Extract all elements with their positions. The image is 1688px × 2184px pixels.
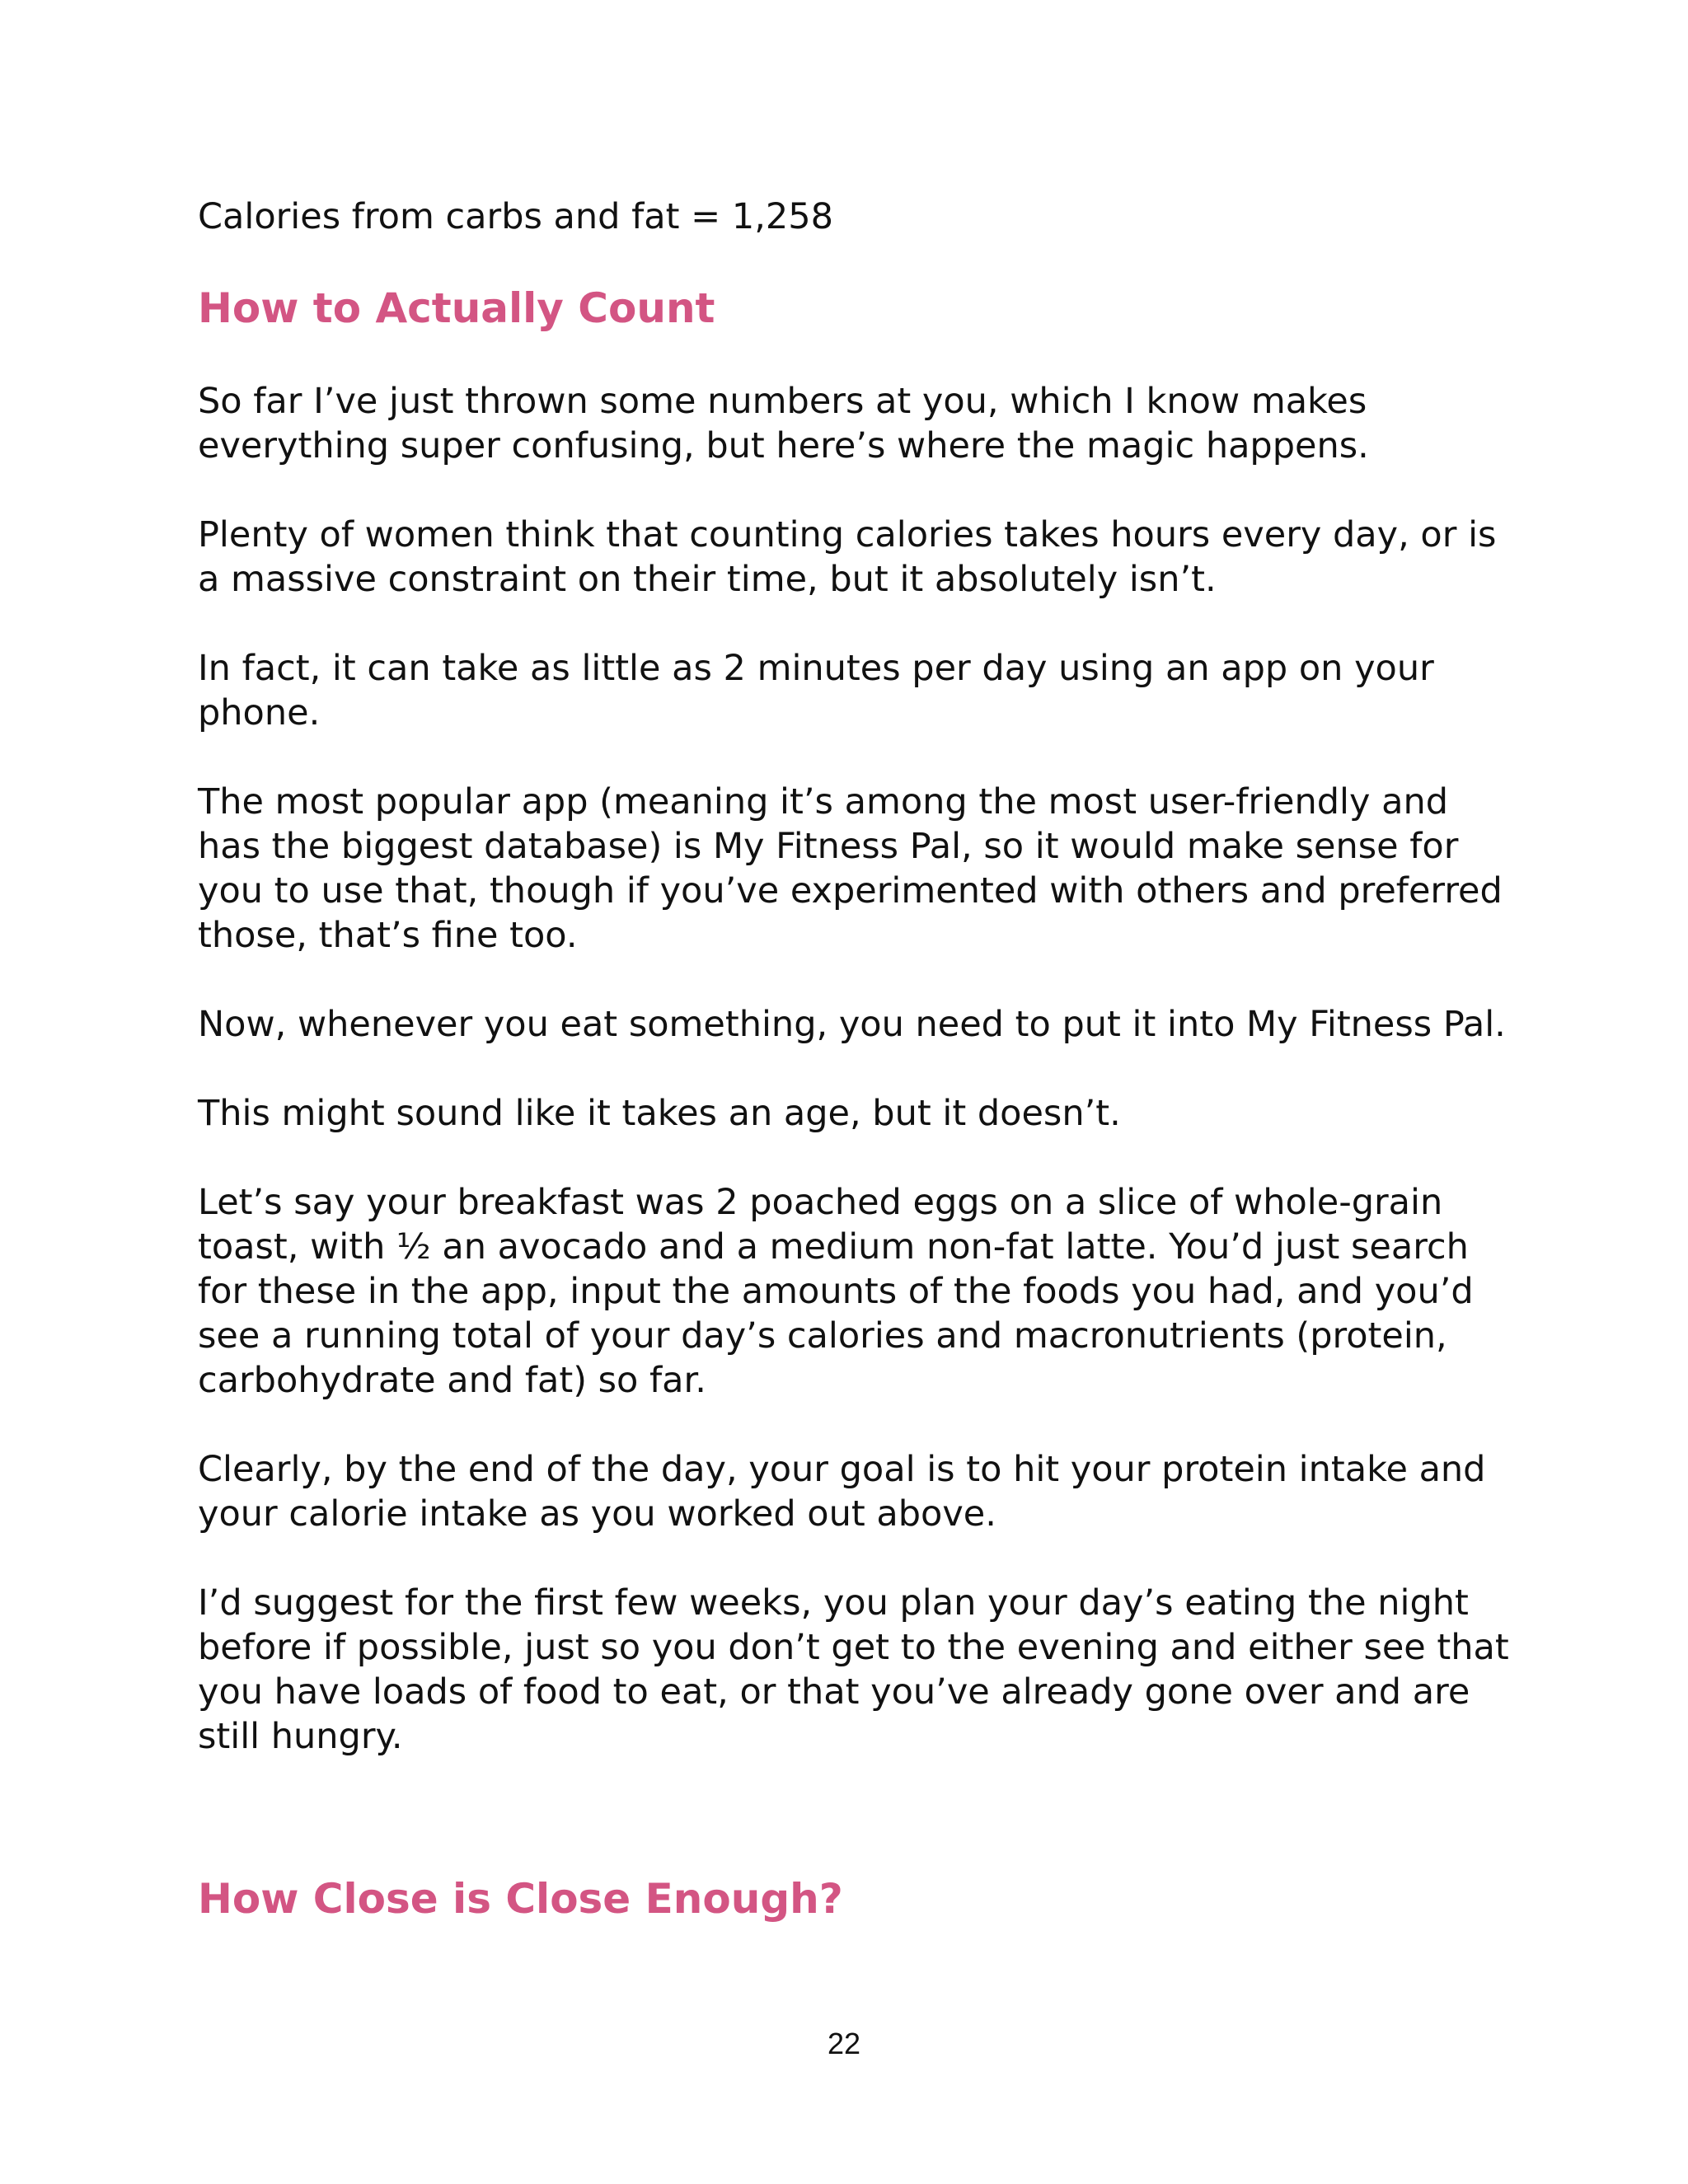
paragraph: Now, whenever you eat something, you need to put it into My Fitness Pal. xyxy=(198,1004,1506,1045)
paragraph: Let’s say your breakfast was 2 poached eggs on a slice of whole-grain toast, with ½ an avocado and a medium non-fat latte. You’d just search for these in the app, input the amounts of the foods you had, and you’d see a running total of your day’s calories and macronutrients (protein, carbohydrate and fat) so far. xyxy=(198,1182,1474,1401)
paragraph: The most popular app (meaning it’s among the most user-friendly and has the biggest database) is My Fitness Pal, so it would make sense for you to use that, though if you’ve experimented with others and preferred those, that’s fine too. xyxy=(198,781,1503,956)
paragraph: In fact, it can take as little as 2 minutes per day using an app on your phone. xyxy=(198,648,1434,733)
calories-summary-line: Calories from carbs and fat = 1,258 xyxy=(198,196,833,237)
paragraph: Clearly, by the end of the day, your goal is to hit your protein intake and your calorie intake as you worked out above. xyxy=(198,1449,1486,1535)
paragraph: Plenty of women think that counting calories takes hours every day, or is a massive constraint on their time, but it absolutely isn’t. xyxy=(198,514,1497,600)
page-number: 22 xyxy=(827,2027,861,2060)
paragraph: I’d suggest for the first few weeks, you plan your day’s eating the night before if possible, just so you don’t get to the evening and either see that you have loads of food to eat, or that you’ve already gone over and are still hungry. xyxy=(198,1582,1509,1757)
page-content xyxy=(198,194,1517,1970)
section-heading-how-to-actually-count: How to Actually Count xyxy=(198,284,715,332)
paragraph: So far I’ve just thrown some numbers at you, which I know makes everything super confusing, but here’s where the magic happens. xyxy=(198,381,1369,466)
paragraph: This might sound like it takes an age, but it doesn’t. xyxy=(198,1093,1121,1134)
section-heading-how-close-is-close-enough: How Close is Close Enough? xyxy=(198,1875,843,1923)
